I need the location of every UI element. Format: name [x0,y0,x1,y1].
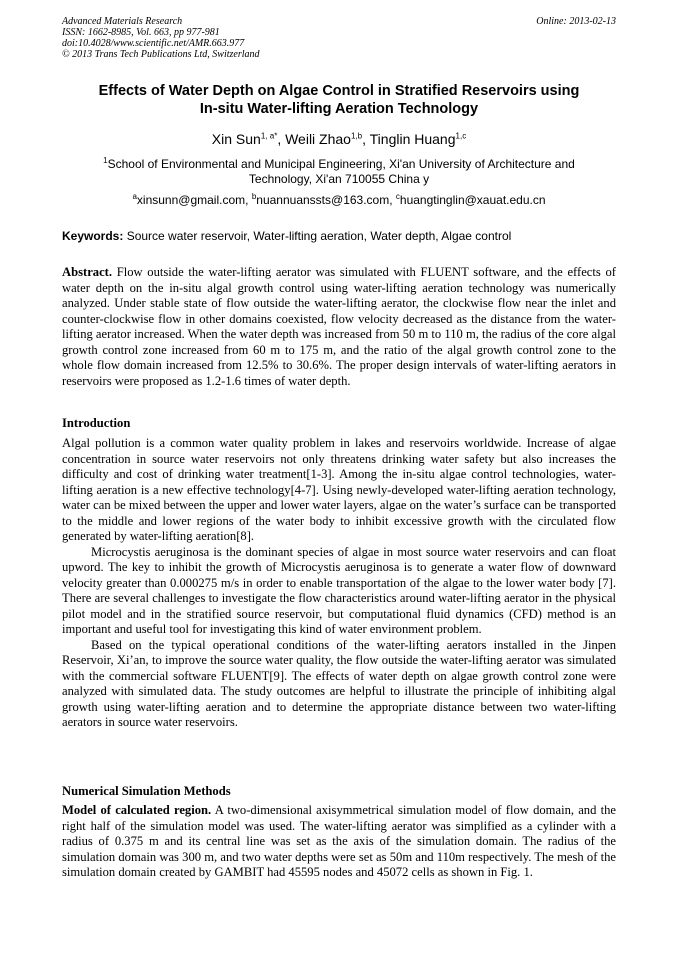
keywords [62,229,616,244]
email-address[interactable]: nuannuanssts@163.com [256,193,390,207]
journal-issn: ISSN: 1662-8985, Vol. 663, pp 977-981 [62,27,220,38]
paper-title [62,82,616,118]
email-mark: b [251,192,257,201]
methods-heading: Numerical Simulation Methods [62,784,231,798]
online-date: Online: 2013-02-13 [536,16,616,27]
author-affiliation-mark: 1, a* [260,131,278,141]
author-affiliation-mark: 1,c [455,131,467,141]
email-address[interactable]: xinsunn@gmail.com [136,193,246,207]
email-mark: c [395,192,400,201]
methods-body [62,803,616,881]
affiliation-line-2: Technology, Xi'an 710055 China y [248,172,430,186]
email-list: $^a$xinsunn@gmail.com, $^b$nuannuanssts@163.com, $^c$huangtinglin@xauat.edu.cn [132,192,546,207]
author-name: Xin Sun [211,131,261,147]
author-name: Tinglin Huang [369,131,456,147]
introduction-paragraph-3: Based on the typical operational conditions of the water-lifting aerators installed in the Jinpen Reservoir, Xi’an, to improve the source water quality, the flow outside the water-lifting aerator was simulated with the commercial software FLUENT[9]. The effects of water depth on algae growth control zone were analyzed with simulated data. The study outcomes are helpful to illustrate the principle of inhibiting algal growth using water-lifting aeration and to determine the appropriate distance between two water-lifting aerators in source water reservoirs. [62,637,616,729]
journal-name: Advanced Materials Research [62,16,183,27]
methods-text: A two-dimensional axisymmetrical simulation model of flow domain, and the right half of the simulation model was used. The water-lifting aerator was simplified as a cylinder with a radius of 0.375 m and its central line was set as the axis of the simulation domain. The radius of the simulation domain was 300 m, and two water depths were set as 50m and 110m respectively. The mesh of the simulation domain created by GAMBIT had 45595 nodes and 45072 cells as shown in Fig. 1. [62,803,616,879]
affiliation-mark: 1 [103,156,108,165]
journal-copyright: © 2013 Trans Tech Publications Ltd, Switzerland [62,49,260,60]
email-address[interactable]: huangtinglin@xauat.edu.cn [399,193,546,207]
paper-title-line-2: In-situ Water-lifting Aeration Technology [199,101,479,117]
author-affiliation-mark: 1,b [350,131,363,141]
email-mark: a [132,192,137,201]
introduction-heading: Introduction [62,416,131,430]
author-list: Xin Sun$^{1, a*}$, Weili Zhao$^{1,b}$, Tinglin Huang$^{1,c}$ [211,131,467,147]
paper-title-line-1: Effects of Water Depth on Algae Control in Stratified Reservoirs using [98,83,580,99]
methods-subheading: Model of calculated region. [62,803,212,817]
abstract-label: Abstract. [62,265,113,279]
author-name: Weili Zhao [285,131,351,147]
affiliation [80,157,598,187]
keywords-text: Source water reservoir, Water-lifting aeration, Water depth, Algae control [126,229,512,243]
abstract-text: Flow outside the water-lifting aerator was simulated with FLUENT software, and the effects of water depth on the in-situ algal growth control using water-lifting aeration technology was numerically analyzed. Under stable state of flow outside the water-lifting aerator, the clockwise flow near the inlet and counter-clockwise flow in other domains coexisted, flow velocity decreased as the distance from the water-lifting aerator increased. When the water depth was increased from 50 m to 110 m, the radius of the core algal growth control zone increased from 60 m to 175 m, and the ratio of the algal growth control zone to the whole flow domain increased from 12.5% to 30.6%. The proper design intervals of water-lifting aerators in reservoirs were proposed as 1.2-1.6 times of water depth. [62,265,616,388]
introduction-body [62,436,616,731]
introduction-paragraph-1: Algal pollution is a common water quality problem in lakes and reservoirs worldwide. Increase of algae concentration in source water reservoirs not only threatens drinking water safety but also increases the difficulty and cost of drinking water treatment[1-3]. Among the in-situ algae control technologies, water-lifting aeration is a new effective technology[4-7]. Using newly-developed water-lifting aeration technology, water can be mixed between the upper and lower water layers, algae on the water’s surface can be transported to the middle and lower regions of the water body to inhibit excessive growth with the circulated flow generated by water-lifting aeration[8]. [62,436,616,543]
journal-header [62,16,616,60]
abstract [62,265,616,389]
journal-doi: doi:10.4028/www.scientific.net/AMR.663.977 [62,38,245,49]
introduction-paragraph-2: Microcystis aeruginosa is the dominant species of algae in most source water reservoirs and can float upword. The key to inhibit the growth of Microcystis aeruginosa is to generate a water flow of downward velocity greater than 0.000275 m/s in order to enable transportation of the algae to the lower water body [7]. There are several challenges to investigate the flow characteristics around water-lifting aerator in the physical pilot model and in the stratified source reservoir, but computational fluid dynamics (CFD) method is an important and useful tool for investigating this kind of water environment problem. [62,544,616,636]
affiliation-line-1: School of Environmental and Municipal Engineering, Xi'an University of Architecture and [107,157,575,171]
keywords-label: Keywords: [62,229,124,243]
